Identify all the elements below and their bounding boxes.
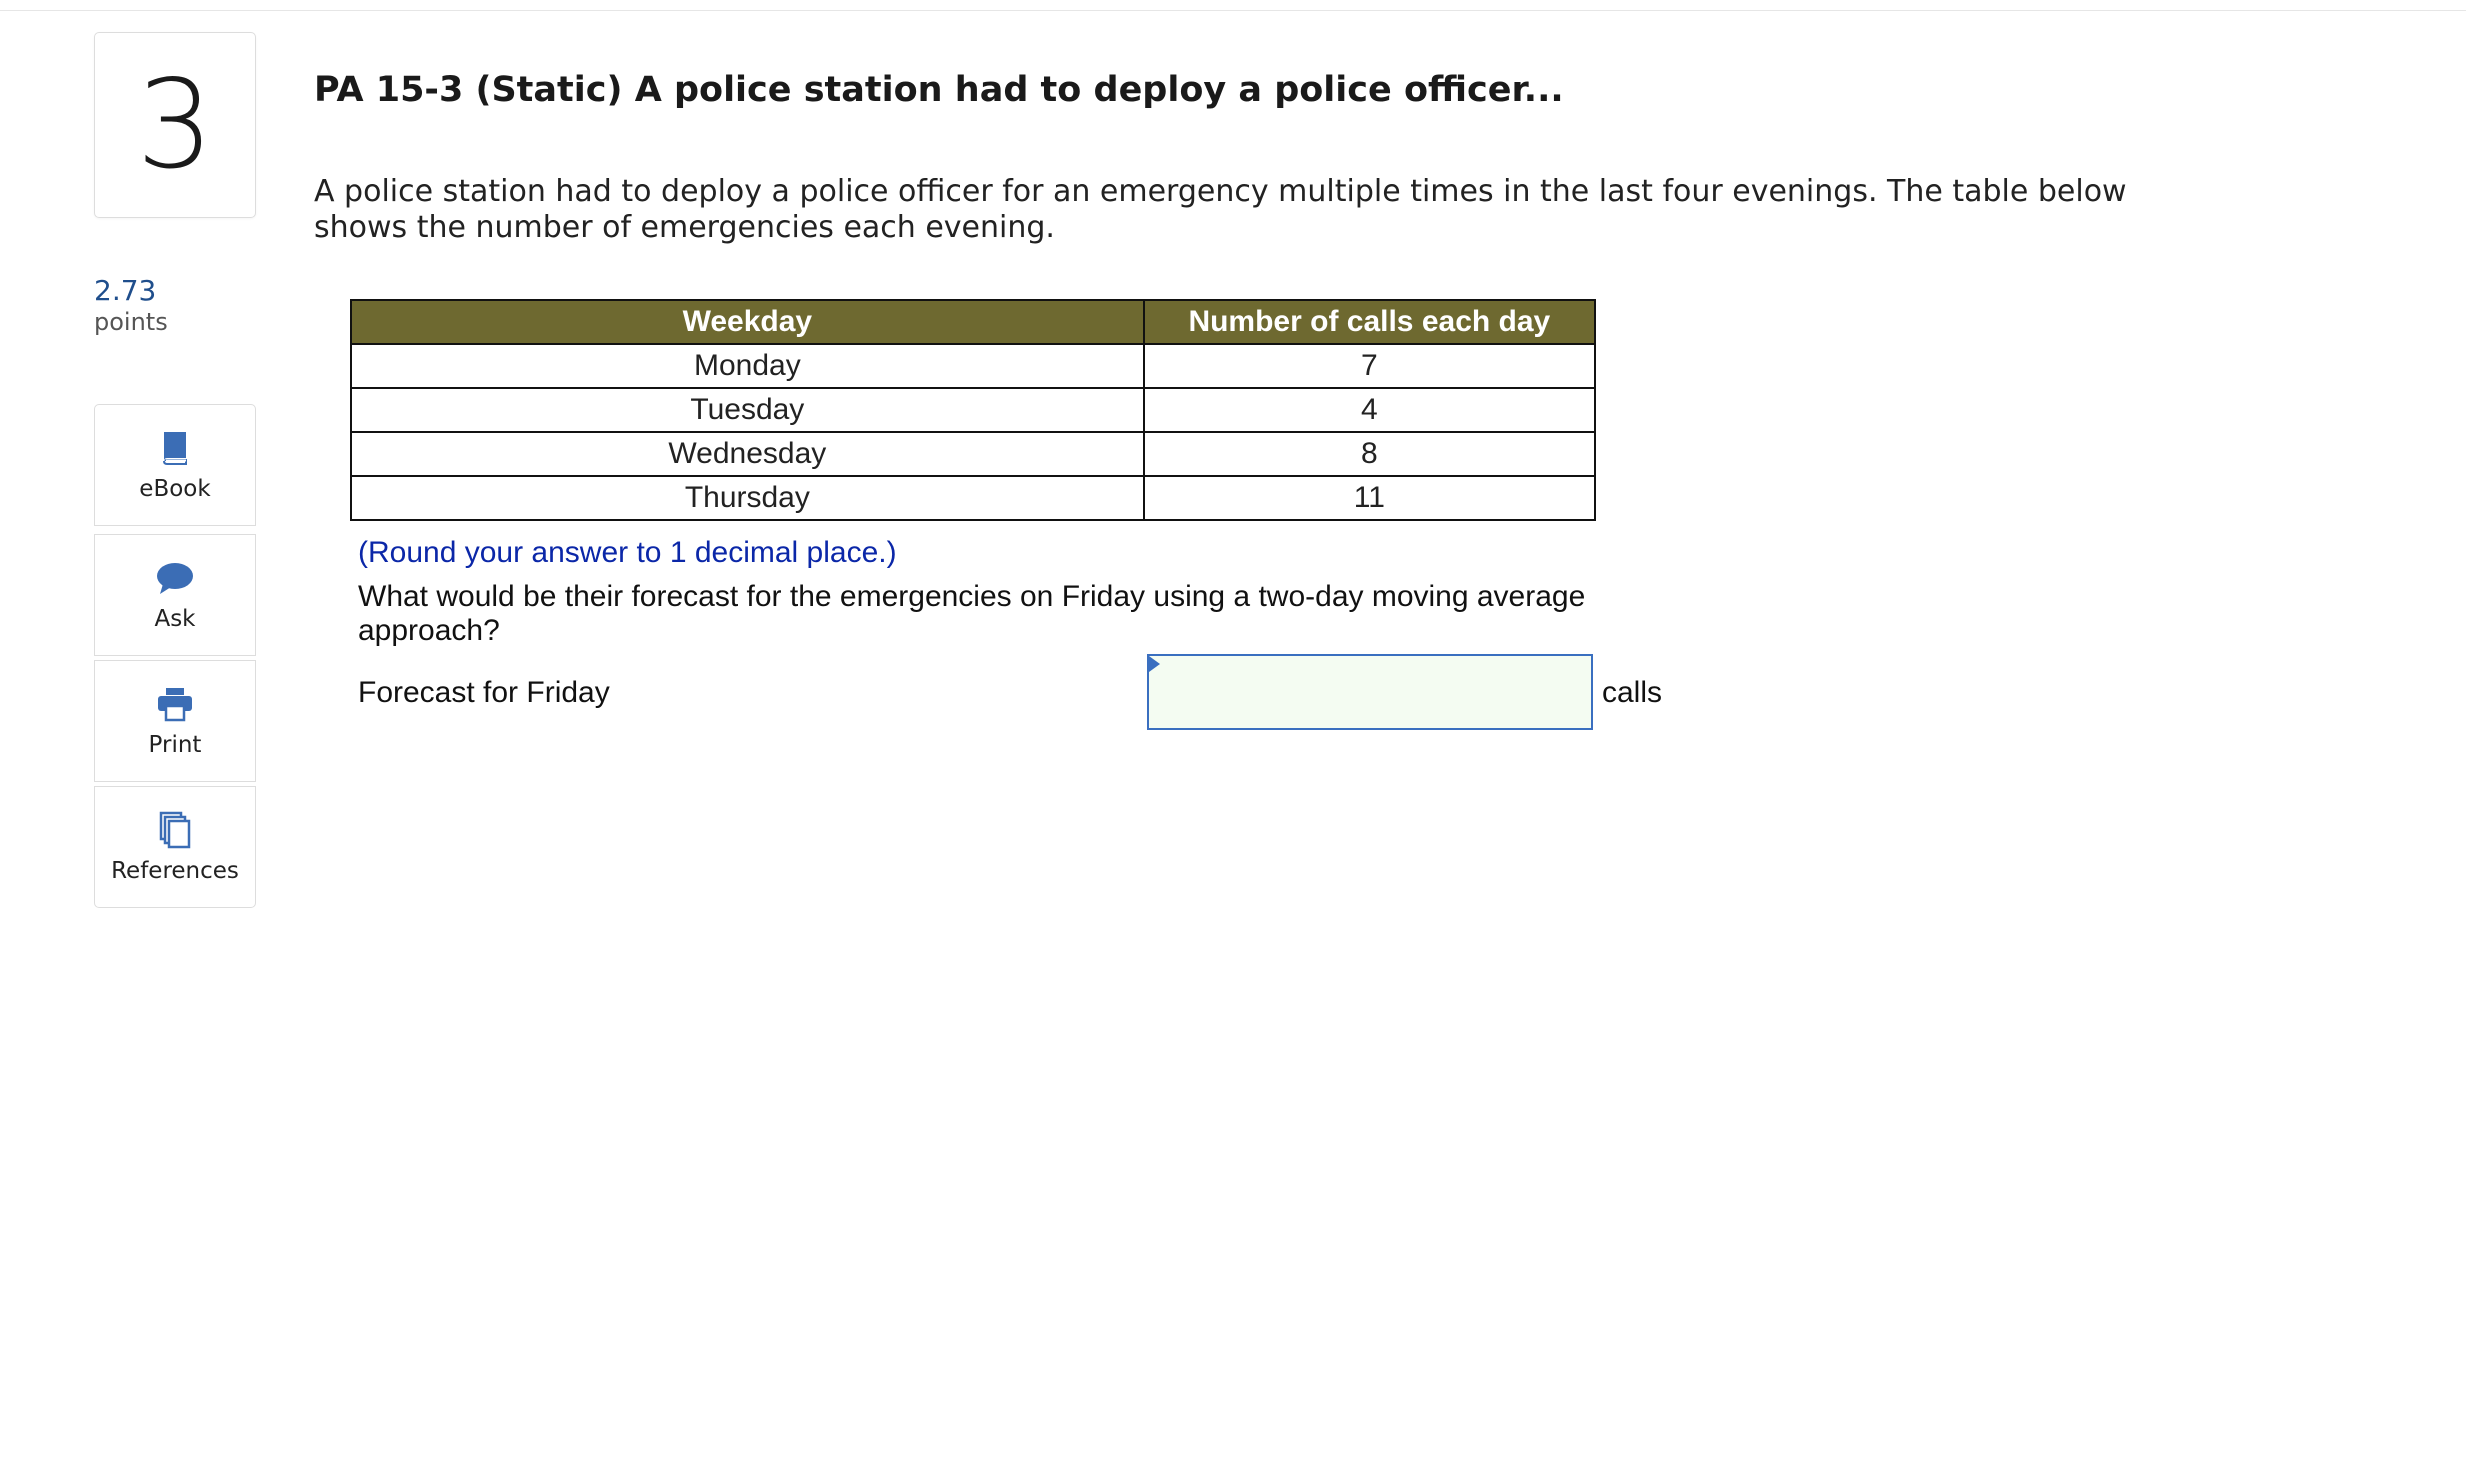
header-weekday: Weekday — [351, 300, 1144, 344]
printer-icon — [155, 684, 195, 724]
weekday-cell: Wednesday — [351, 432, 1144, 476]
table-row — [351, 388, 1595, 432]
question-number-box — [94, 32, 256, 218]
ask-label: Ask — [154, 606, 196, 632]
weekday-cell: Tuesday — [351, 388, 1144, 432]
points-value: 2.73 — [94, 274, 157, 307]
forecast-unit: calls — [1602, 676, 1663, 709]
input-marker-icon — [1149, 656, 1160, 672]
rounding-instruction: (Round your answer to 1 decimal place.) — [358, 536, 897, 569]
forecast-label: Forecast for Friday — [358, 676, 610, 709]
speech-bubble-icon — [155, 558, 195, 598]
question-intro: A police station had to deploy a police officer for an emergency multiple times in the last four evenings. The table below shows the number of emergencies each evening. — [314, 174, 2127, 245]
ask-button[interactable] — [94, 534, 256, 656]
calls-cell: 4 — [1144, 388, 1595, 432]
documents-icon — [155, 810, 195, 850]
references-button[interactable] — [94, 786, 256, 908]
question-number: 3 — [136, 54, 214, 196]
question-prompt: What would be their forecast for the emergencies on Friday using a two-day moving average approach? — [358, 580, 1586, 647]
table-row — [351, 344, 1595, 388]
table-row — [351, 476, 1595, 520]
calls-cell: 11 — [1144, 476, 1595, 520]
calls-table — [350, 299, 1596, 521]
references-label: References — [111, 858, 239, 884]
calls-cell: 8 — [1144, 432, 1595, 476]
calls-cell: 7 — [1144, 344, 1595, 388]
book-icon — [155, 428, 195, 468]
top-divider — [0, 10, 2466, 11]
table-row — [351, 432, 1595, 476]
print-button[interactable] — [94, 660, 256, 782]
points-label: points — [94, 308, 168, 336]
print-label: Print — [148, 732, 202, 758]
header-calls: Number of calls each day — [1144, 300, 1595, 344]
question-title: PA 15-3 (Static) A police station had to deploy a police officer... — [314, 70, 1564, 110]
ebook-label: eBook — [139, 476, 211, 502]
weekday-cell: Thursday — [351, 476, 1144, 520]
table-header-row — [351, 300, 1595, 344]
forecast-input[interactable] — [1147, 654, 1593, 730]
ebook-button[interactable] — [94, 404, 256, 526]
weekday-cell: Monday — [351, 344, 1144, 388]
